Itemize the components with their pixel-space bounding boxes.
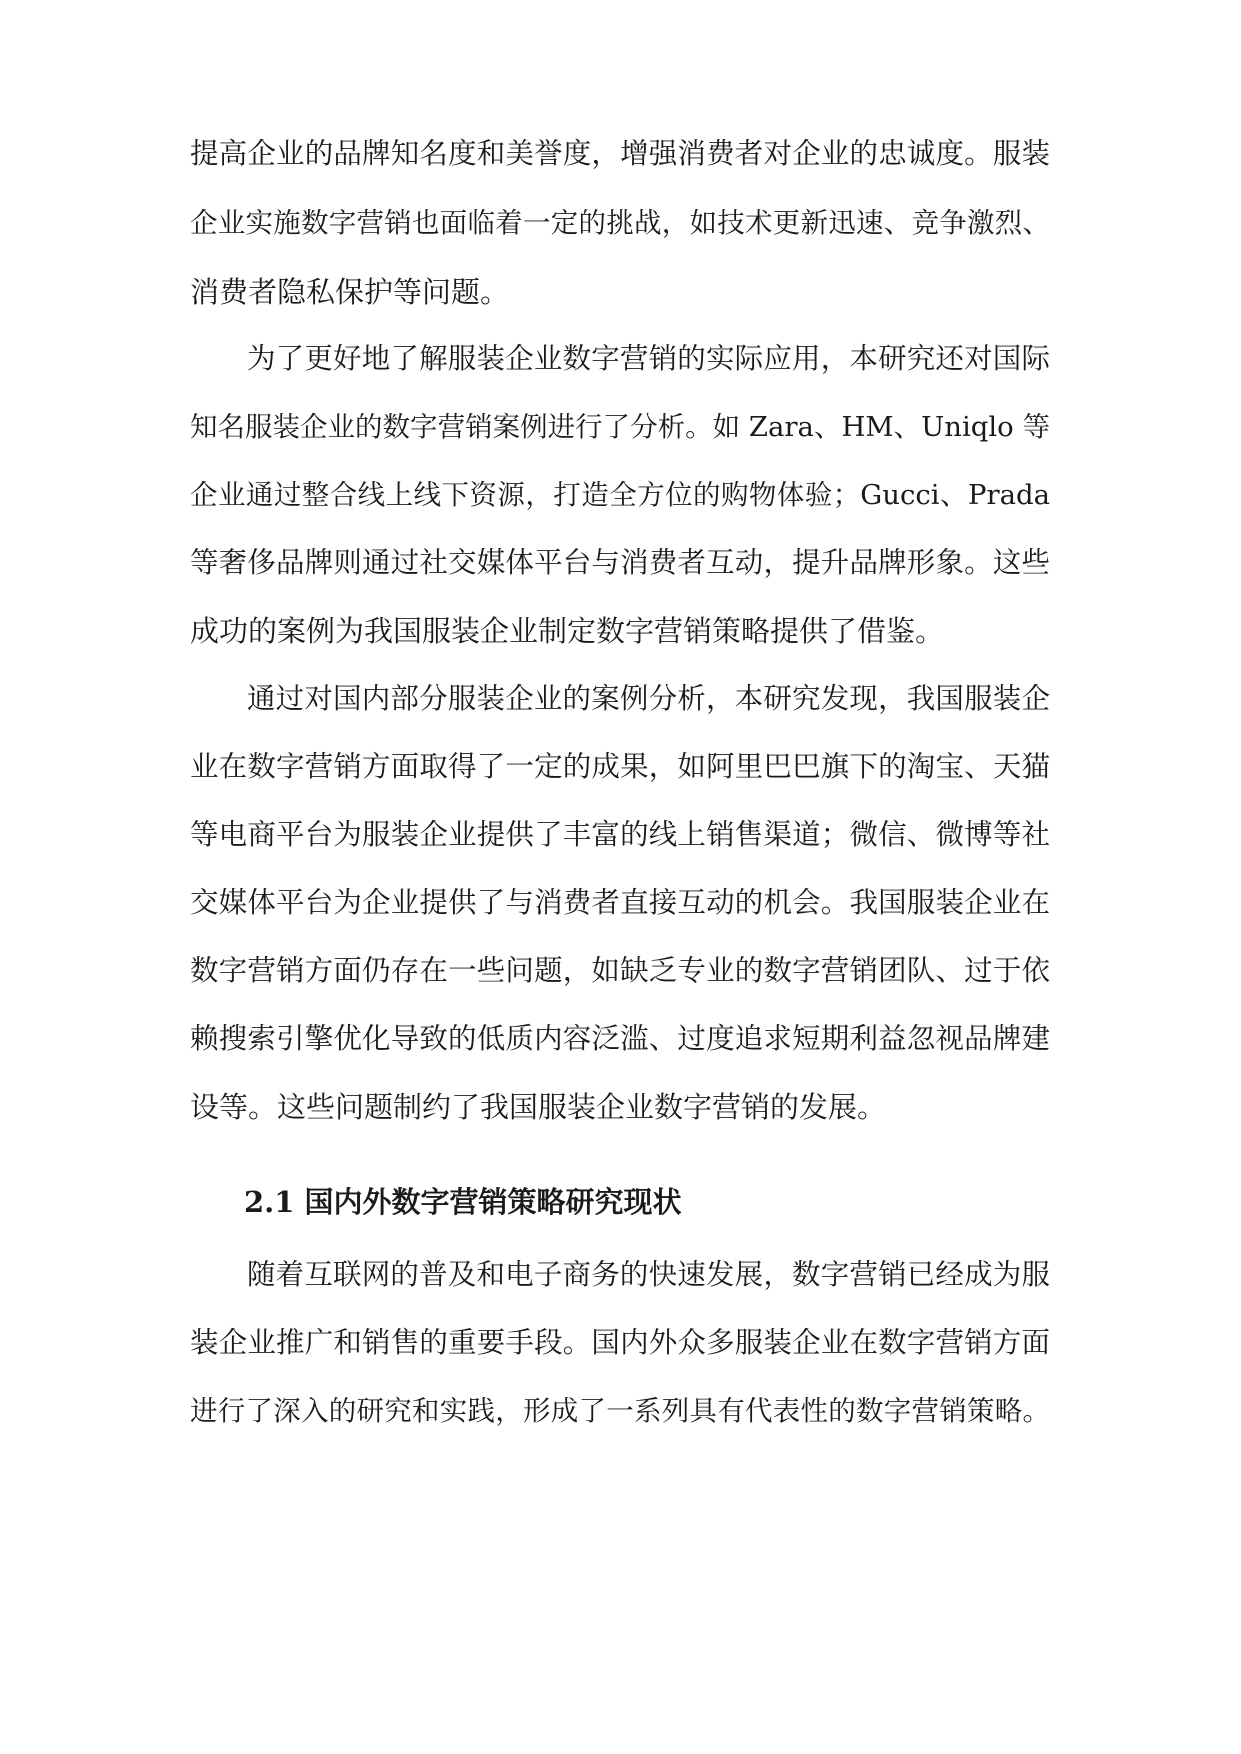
paragraph-2-line-2: 知名服装企业的数字营销案例进行了分析。如 Zara、HM、Uniqlo 等 (190, 411, 1050, 443)
paragraph-3-line-3: 等电商平台为服装企业提供了丰富的线上销售渠道；微信、微博等社 (190, 818, 1050, 851)
paragraph-1-line-1: 提高企业的品牌知名度和美誉度，增强消费者对企业的忠诚度。服装 (190, 137, 1050, 170)
paragraph-2-line-3: 企业通过整合线上线下资源，打造全方位的购物体验；Gucci、Prada (190, 479, 1050, 511)
paragraph-2-line-4: 等奢侈品牌则通过社交媒体平台与消费者互动，提升品牌形象。这些 (190, 546, 1050, 579)
paragraph-3-line-7: 设等。这些问题制约了我国服装企业数字营销的发展。 (190, 1090, 887, 1124)
paragraph-3-line-6: 赖搜索引擎优化导致的低质内容泛滥、过度追求短期利益忽视品牌建 (190, 1022, 1050, 1055)
paragraph-3-line-1: 通过对国内部分服装企业的案例分析，本研究发现，我国服装企 (247, 682, 1050, 715)
section-paragraph-line-1: 随着互联网的普及和电子商务的快速发展，数字营销已经成为服 (247, 1258, 1050, 1291)
section-paragraph-line-3: 进行了深入的研究和实践，形成了一系列具有代表性的数字营销策略。 (190, 1395, 1050, 1427)
paragraph-3-line-4: 交媒体平台为企业提供了与消费者直接互动的机会。我国服装企业在 (190, 886, 1050, 919)
section-heading: 2.1 国内外数字营销策略研究现状 (244, 1185, 682, 1219)
paragraph-1-line-3: 消费者隐私保护等问题。 (190, 275, 510, 309)
paragraph-1-line-2: 企业实施数字营销也面临着一定的挑战，如技术更新迅速、竞争激烈、 (190, 207, 1050, 239)
paragraph-2-line-1: 为了更好地了解服装企业数字营销的实际应用，本研究还对国际 (247, 342, 1050, 375)
paragraph-2-line-5: 成功的案例为我国服装企业制定数字营销策略提供了借鉴。 (190, 614, 945, 648)
paragraph-3-line-2: 业在数字营销方面取得了一定的成果，如阿里巴巴旗下的淘宝、天猫 (190, 750, 1050, 783)
section-paragraph-line-2: 装企业推广和销售的重要手段。国内外众多服装企业在数字营销方面 (190, 1326, 1050, 1359)
paragraph-3-line-5: 数字营销方面仍存在一些问题，如缺乏专业的数字营销团队、过于依 (190, 954, 1050, 987)
